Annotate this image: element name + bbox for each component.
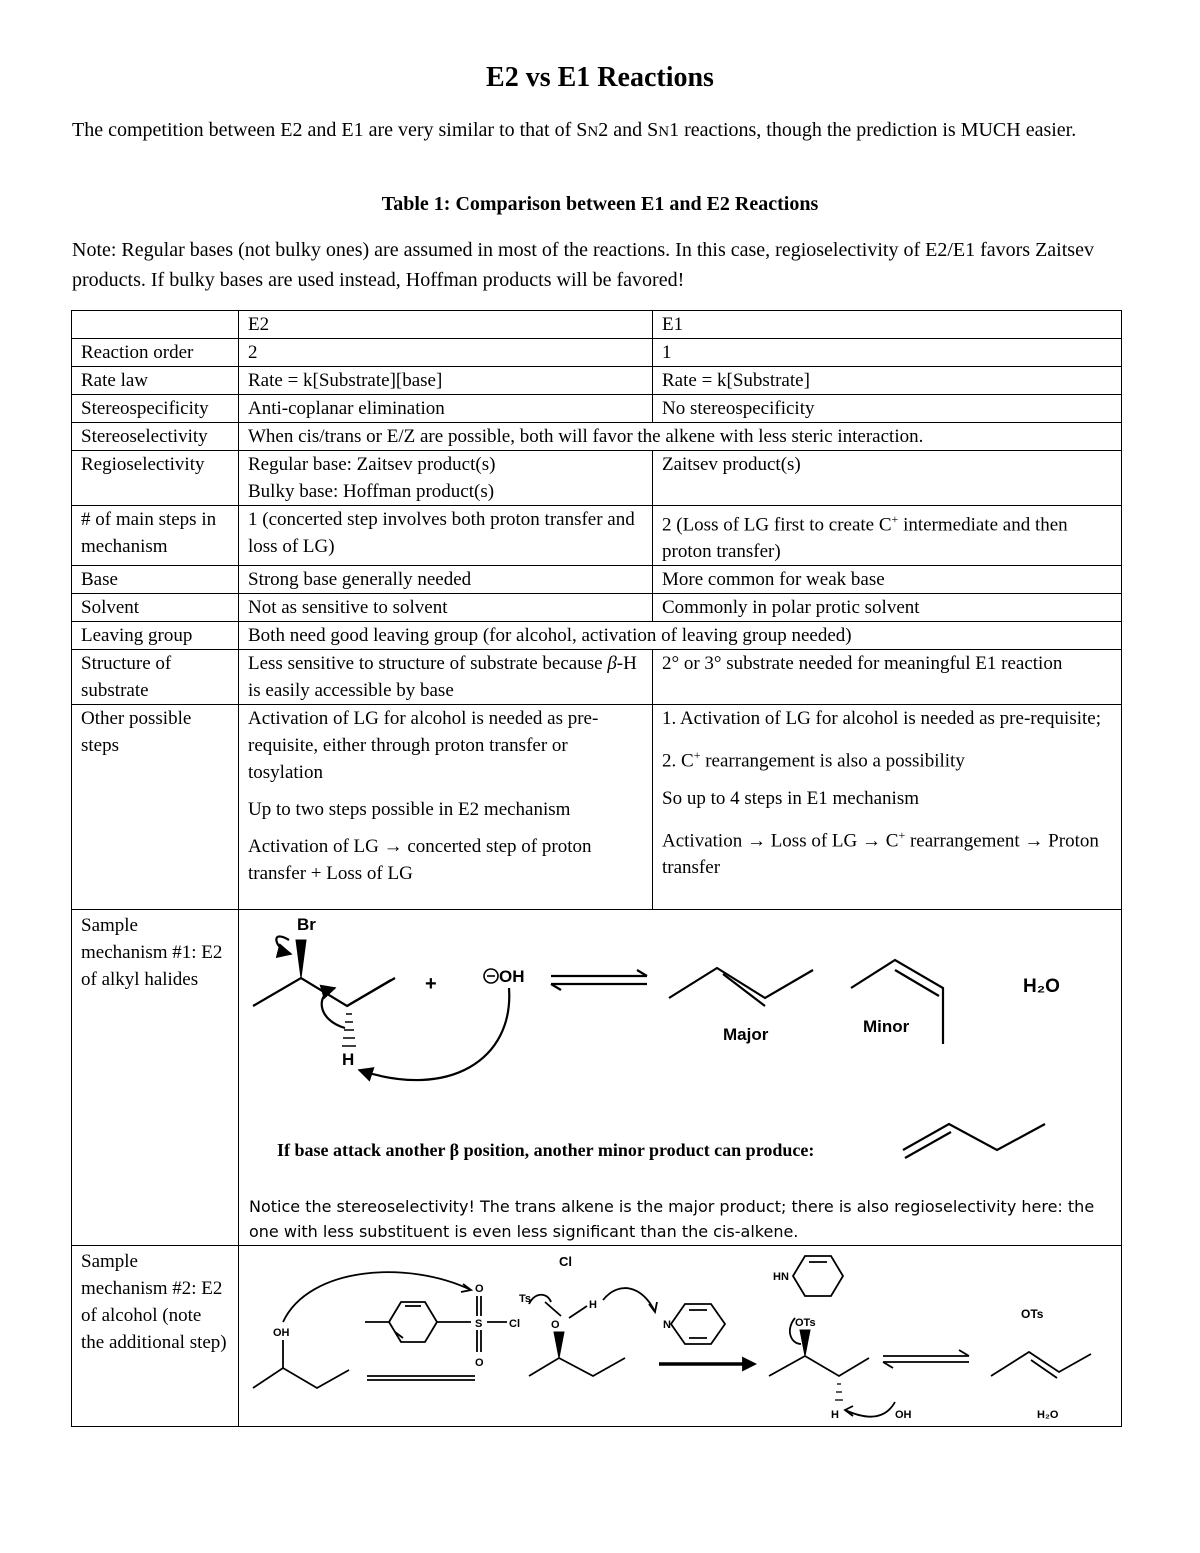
mechanism-2-cell <box>239 1246 1122 1427</box>
curved-arrow-br <box>276 937 291 955</box>
table-row-sample-2 <box>72 1246 1122 1427</box>
cell-e1: No stereospecificity <box>653 395 1122 423</box>
br-label: Br <box>297 915 316 935</box>
row-label: Rate law <box>72 367 239 395</box>
h-label-2: H <box>589 1299 597 1312</box>
s-label: S <box>475 1318 483 1331</box>
cell-e1: Rate = k[Substrate] <box>653 367 1122 395</box>
structure-e2-b: -H is easily accessible by base <box>248 653 637 702</box>
table-row <box>72 594 1122 622</box>
row-label: Regioselectivity <box>72 451 239 506</box>
h-label: H <box>342 1050 355 1070</box>
row-label: Base <box>72 566 239 594</box>
cell-e1: 1 <box>653 339 1122 367</box>
cell-e2 <box>239 705 653 910</box>
hn-label: HN <box>773 1271 789 1284</box>
cell-e2: Rate = k[Substrate][base] <box>239 367 653 395</box>
table-row <box>72 622 1122 650</box>
curved-arrow-base <box>359 988 509 1080</box>
oh-label: OH <box>273 1327 290 1340</box>
hash-bond <box>342 1014 356 1046</box>
mechanism-2-diagram <box>239 1246 1105 1426</box>
table-header-row <box>72 311 1122 339</box>
oxonium-label: O <box>551 1319 560 1332</box>
other-e1-1: 1. Activation of LG for alcohol is needed as pre-requisite; <box>662 708 1101 730</box>
page-title: E2 vs E1 Reactions <box>486 62 714 93</box>
other-e1-4b: rearrangement → Proton transfer <box>662 829 1099 878</box>
cell-e2: Strong base generally needed <box>239 566 653 594</box>
other-e1-2b: rearrangement is also a possibility <box>700 750 965 772</box>
row-label: Leaving group <box>72 622 239 650</box>
table-row <box>72 367 1122 395</box>
regio-e2-line1: Regular base: Zaitsev product(s) <box>248 454 496 475</box>
other-e1-2 <box>662 742 1112 774</box>
water-label: H₂O <box>1023 976 1060 998</box>
pyridine-n-label: N <box>663 1319 671 1332</box>
other-e1-2a: 2. C <box>662 750 694 772</box>
curved-arrow-o-s <box>283 1272 471 1322</box>
ots-label: OTs <box>795 1317 816 1330</box>
row-label: Sample mechanism #1: E2 of alkyl halides <box>72 910 239 1246</box>
cell-e2 <box>239 451 653 506</box>
mechanism-1-cell <box>239 910 1122 1246</box>
table-row <box>72 395 1122 423</box>
cell-both: When cis/trans or E/Z are possible, both will favor the alkene with less steric interaction. <box>239 423 1122 451</box>
intro-sub-2: N <box>658 124 670 140</box>
o-bottom-label: O <box>475 1357 484 1370</box>
wedge-bond <box>296 940 306 978</box>
table-caption: Table 1: Comparison between E1 and E2 Reactions <box>381 193 819 215</box>
cell-e2: Anti-coplanar elimination <box>239 395 653 423</box>
note-paragraph: Note: Regular bases (not bulky ones) are assumed in most of the reactions. In this case, regioselectivity of E2/E1 favors Zaitsev products. If bulky bases are used instead, Hoffman products will be favored! <box>72 239 1094 291</box>
product-alkene <box>991 1352 1091 1376</box>
structure-e2-a: Less sensitive to structure of substrate because <box>248 653 608 675</box>
other-e1-4sup: + <box>898 827 906 842</box>
notice-text: Notice the stereoselectivity! The trans alkene is the major product; there is also regioselectivity here: the one with less substituent is even less significant than the cis-alkene. <box>249 1197 1095 1242</box>
steps-e1-b: intermediate and then proton transfer) <box>662 514 1068 563</box>
row-label: Solvent <box>72 594 239 622</box>
row-label: # of main steps in mechanism <box>72 506 239 566</box>
chloride-label: Cl <box>559 1254 572 1270</box>
cell-e1: 2° or 3° substrate needed for meaningful E1 reaction <box>653 650 1122 705</box>
table-row <box>72 506 1122 566</box>
steps-e1-a: 2 (Loss of LG first to create C <box>662 514 892 536</box>
header-e1: E1 <box>653 311 1122 339</box>
table-row <box>72 566 1122 594</box>
intro-sub-1: N <box>587 124 599 140</box>
minor-label: Minor <box>863 1017 910 1037</box>
alcohol-skeleton <box>253 1368 349 1388</box>
row-label: Sample mechanism #2: E2 of alcohol (note the additional step) <box>72 1246 239 1427</box>
table-row <box>72 339 1122 367</box>
attack-text: If base attack another β position, another minor product can produce: <box>277 1140 815 1161</box>
cell-e2: Not as sensitive to solvent <box>239 594 653 622</box>
other-e2-1: Activation of LG for alcohol is needed as pre-requisite, either through proton transfer or tosylation <box>248 708 599 784</box>
table-row <box>72 451 1122 506</box>
regio-e2-line2: Bulky base: Hoffman product(s) <box>248 481 495 502</box>
header-empty <box>72 311 239 339</box>
table-row <box>72 705 1122 910</box>
intro-text-2: 2 and S <box>598 119 659 141</box>
major-label: Major <box>723 1025 769 1045</box>
beta-symbol: β <box>607 653 617 675</box>
comparison-table <box>71 310 1122 1427</box>
intermediate-skeleton <box>529 1358 625 1376</box>
other-e1-2sup: + <box>693 748 701 763</box>
tosylate-ion-label: OTs <box>1021 1307 1044 1322</box>
other-e1-3: So up to 4 steps in E1 mechanism <box>662 787 920 809</box>
curved-arrow-ch <box>322 988 345 1028</box>
ts-label: Ts <box>519 1293 532 1306</box>
o-top-label: O <box>475 1283 484 1296</box>
other-e2-3: Activation of LG → concerted step of proton transfer + Loss of LG <box>248 836 592 885</box>
h-label-3: H <box>831 1409 839 1422</box>
cell-e1: More common for weak base <box>653 566 1122 594</box>
table-row <box>72 423 1122 451</box>
row-label: Stereospecificity <box>72 395 239 423</box>
benzene-ring <box>389 1302 437 1342</box>
cell-e2: 1 (concerted step involves both proton transfer and loss of LG) <box>239 506 653 566</box>
hydroxide-label-2: OH <box>895 1409 912 1422</box>
trans-alkene <box>669 968 813 998</box>
steps-e1-sup: + <box>891 512 899 526</box>
plus-sign: + <box>425 973 437 996</box>
row-label: Structure of substrate <box>72 650 239 705</box>
cell-e2 <box>239 650 653 705</box>
other-e2-2: Up to two steps possible in E2 mechanism <box>248 799 571 821</box>
cell-e1: Commonly in polar protic solvent <box>653 594 1122 622</box>
other-e1-4 <box>662 822 1112 881</box>
water-label-2: H₂O <box>1037 1409 1059 1422</box>
other-e1-4a: Activation → Loss of LG → C <box>662 829 899 851</box>
row-label: Stereoselectivity <box>72 423 239 451</box>
cl-label: Cl <box>509 1318 520 1331</box>
cell-e1: Zaitsev product(s) <box>653 451 1122 506</box>
cell-e2: 2 <box>239 339 653 367</box>
cell-e1 <box>653 705 1122 910</box>
row-label: Reaction order <box>72 339 239 367</box>
intro-text-3: 1 reactions, though the prediction is MUCH easier. <box>669 119 1077 141</box>
cell-e1 <box>653 506 1122 566</box>
tosylate-skeleton <box>769 1356 869 1376</box>
intro-text-1: The competition between E2 and E1 are very similar to that of S <box>72 119 588 141</box>
intro-paragraph <box>72 116 1132 147</box>
table-row-sample-1 <box>72 910 1122 1246</box>
table-row <box>72 650 1122 705</box>
header-e2: E2 <box>239 311 653 339</box>
row-label: Other possible steps <box>72 705 239 910</box>
hydroxide-label: OH <box>499 967 525 987</box>
cell-both: Both need good leaving group (for alcohol, activation of leaving group needed) <box>239 622 1122 650</box>
